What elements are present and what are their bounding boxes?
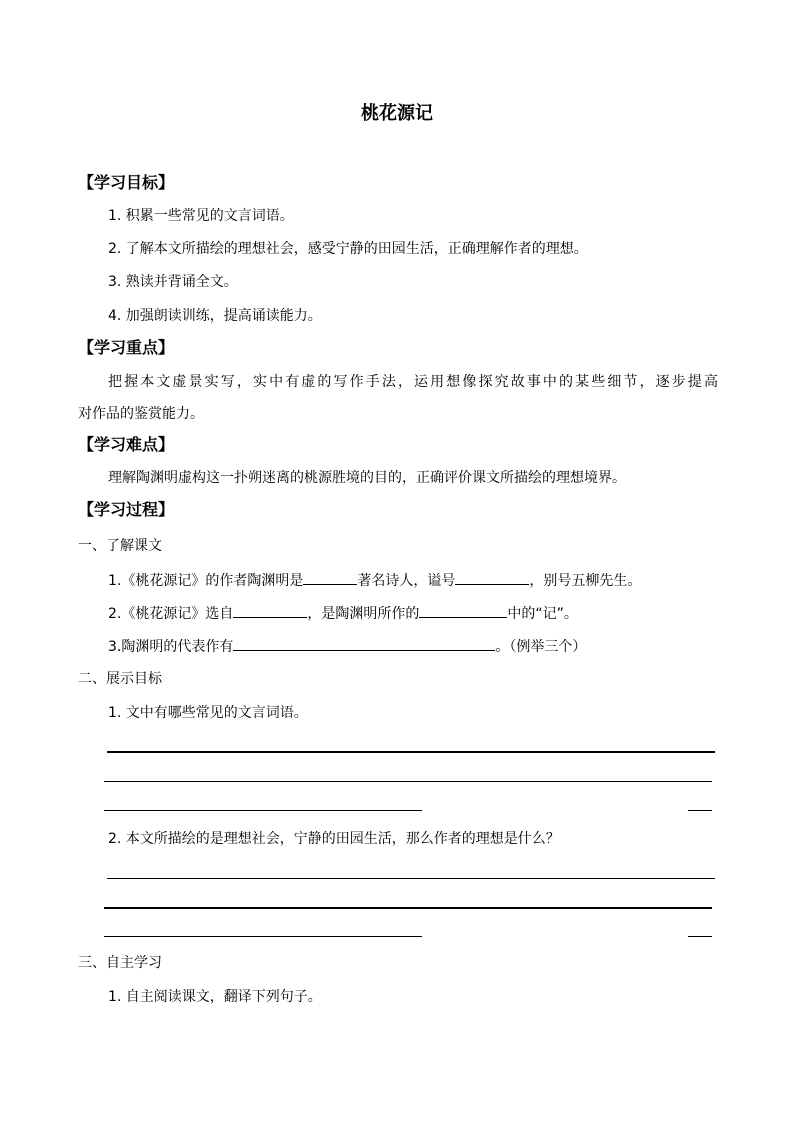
- difficulties-heading: 【学习难点】: [78, 435, 175, 454]
- answer-blank[interactable]: [455, 569, 529, 585]
- key-points-text: 把握本文虚景实写，实中有虚的写作手法，运用想像探究故事中的某些细节，逐步提高: [108, 374, 718, 390]
- question-text: 著名诗人，谥号: [357, 573, 456, 589]
- question-1-1: [108, 569, 641, 591]
- answer-line[interactable]: [107, 878, 715, 879]
- part2-title: 二、展示目标: [78, 671, 162, 687]
- key-points-heading: 【学习重点】: [78, 338, 175, 357]
- question-3-1: 1. 自主阅读课文，翻译下列句子。: [108, 989, 322, 1005]
- answer-blank[interactable]: [419, 602, 507, 618]
- difficulties-text: 理解陶渊明虚构这一扑朔迷离的桃源胜境的目的，正确评价课文所描绘的理想境界。: [108, 470, 626, 486]
- answer-blank[interactable]: [303, 569, 357, 585]
- question-text: 2.《桃花源记》选自: [108, 606, 234, 622]
- answer-line[interactable]: [104, 936, 422, 937]
- question-2-1: 1. 文中有哪些常见的文言词语。: [108, 705, 308, 721]
- question-text: ，是陶渊明所作的: [307, 606, 420, 622]
- question-1-2: [108, 602, 578, 624]
- answer-blank[interactable]: [233, 602, 307, 618]
- answer-line[interactable]: [104, 907, 712, 909]
- objective-item: 4. 加强朗读训练，提高诵读能力。: [108, 308, 322, 324]
- objective-item: 1. 积累一些常见的文言词语。: [108, 208, 294, 224]
- question-1-3: [108, 635, 586, 657]
- answer-line[interactable]: [688, 936, 712, 937]
- question-text: 1.《桃花源记》的作者陶渊明是: [108, 573, 304, 589]
- answer-blank[interactable]: [233, 635, 495, 651]
- answer-line[interactable]: [104, 810, 422, 811]
- page-title: 桃花源记: [361, 103, 433, 124]
- process-heading: 【学习过程】: [78, 500, 175, 519]
- key-points-text-cont: 对作品的鉴赏能力。: [78, 406, 204, 422]
- part3-title: 三、自主学习: [78, 955, 162, 971]
- objective-item: 2. 了解本文所描绘的理想社会，感受宁静的田园生活，正确理解作者的理想。: [108, 241, 588, 257]
- answer-line[interactable]: [688, 810, 712, 811]
- question-text: ，别号五柳先生。: [529, 573, 642, 589]
- objectives-heading: 【学习目标】: [78, 173, 175, 192]
- answer-line[interactable]: [107, 751, 715, 753]
- objective-item: 3. 熟读并背诵全文。: [108, 274, 238, 290]
- question-2-2: 2. 本文所描绘的是理想社会，宁静的田园生活，那么作者的理想是什么？: [108, 831, 560, 847]
- question-text: 中的“记”。: [507, 606, 578, 622]
- question-text: 3.陶渊明的代表作有: [108, 639, 234, 655]
- part1-title: 一、了解课文: [78, 538, 162, 554]
- question-text: 。（例举三个）: [495, 639, 587, 655]
- answer-line[interactable]: [104, 781, 712, 782]
